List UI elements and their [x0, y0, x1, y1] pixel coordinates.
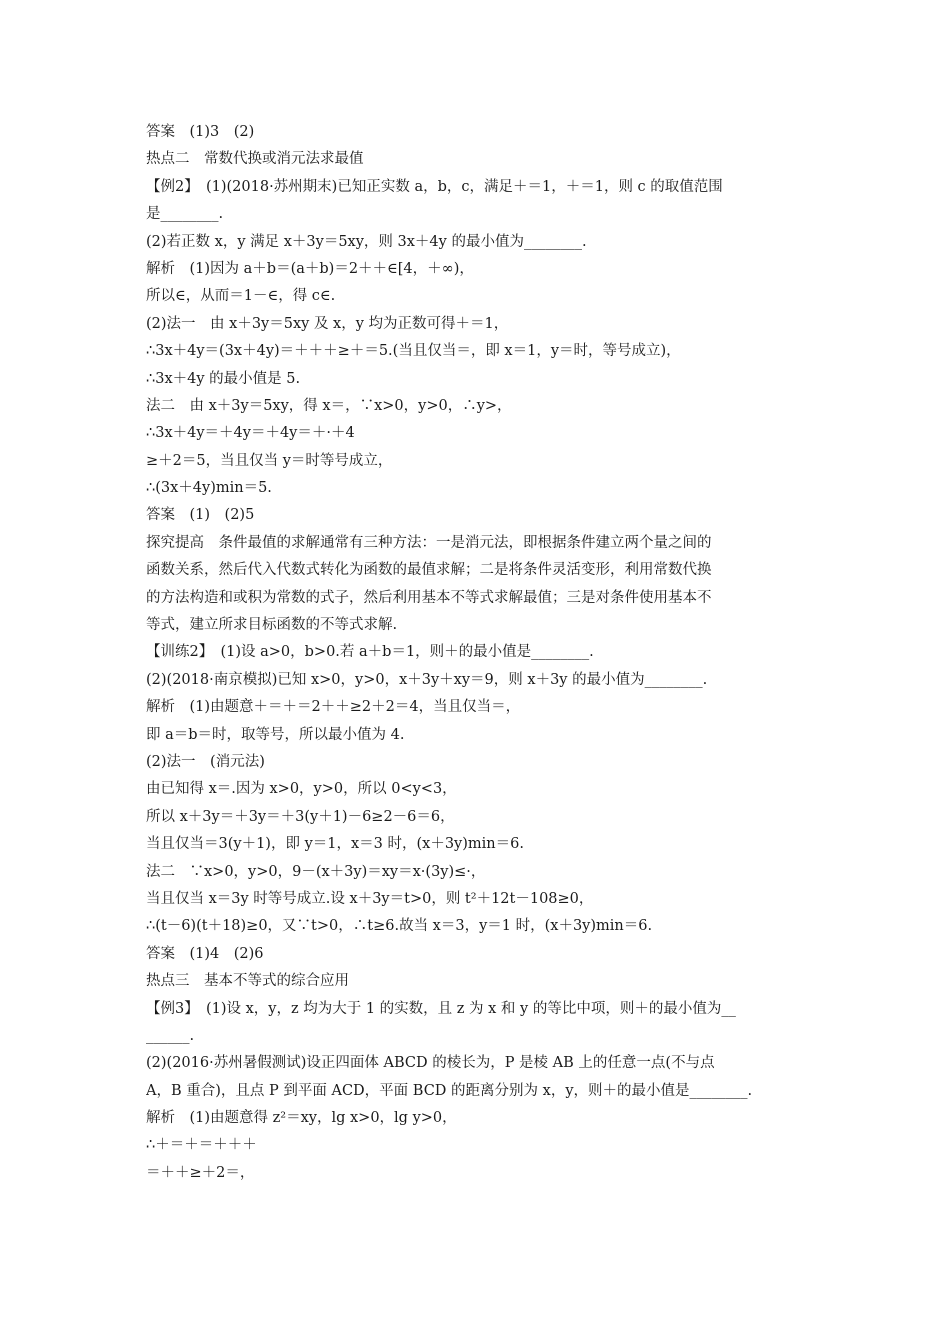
text-line: 所以 x＋3y＝＋3y＝＋3(y＋1)－6≥2－6＝6， — [146, 808, 455, 825]
text-line: (2)(2016·苏州暑假测试)设正四面体 ABCD 的棱长为，P 是棱 AB 上的任意一点(不与点 — [146, 1055, 715, 1072]
text-line: ∴＋＝＋＝＋＋＋ — [146, 1137, 257, 1154]
text-line: 解析 (1)由题意得 z²＝xy，lg x>0，lg y>0， — [146, 1110, 457, 1127]
text-line: ∴(t－6)(t＋18)≥0，又∵t>0，∴t≥6.故当 x＝3，y＝1 时，(x＋3y)min＝6. — [146, 918, 653, 935]
text-line: ∴3x＋4y＝(3x＋4y)＝＋＋＋≥＋＝5.(当且仅当＝，即 x＝1，y＝时，等号成立)， — [146, 343, 681, 360]
text-line: ＝＋＋≥＋2＝， — [146, 1164, 255, 1181]
text-line: 所以∈，从而＝1－∈，得 c∈. — [146, 288, 336, 305]
text-line: ≥＋2＝5，当且仅当 y＝时等号成立， — [146, 452, 393, 469]
text-line: 当且仅当 x＝3y 时等号成立.设 x＋3y＝t>0，则 t²＋12t－108≥0， — [146, 890, 594, 907]
text-line: 解析 (1)因为 a＋b＝(a＋b)＝2＋＋∈[4，＋∞)， — [146, 260, 474, 277]
text-line: (2)法一 由 x＋3y＝5xy 及 x，y 均为正数可得＋＝1， — [146, 315, 509, 332]
document-body — [146, 119, 814, 1187]
text-line: ∴3x＋4y＝＋4y＝＋4y＝＋·＋4 — [146, 425, 355, 442]
text-line: 答案 (1)3 (2) — [146, 124, 255, 140]
text-line: 法二 ∵x>0，y>0，9－(x＋3y)＝xy＝x·(3y)≤·， — [146, 863, 486, 880]
text-line: 函数关系，然后代入代数式转化为函数的最值求解；二是将条件灵活变形，利用常数代换 — [146, 562, 712, 579]
text-line: 探究提高 条件最值的求解通常有三种方法：一是消元法，即根据条件建立两个量之间的 — [146, 534, 712, 551]
text-line: 【例2】 (1)(2018·苏州期末)已知正实数 a，b，c，满足＋＝1，＋＝1，则 c 的取值范围 — [146, 178, 723, 195]
section-heading: 热点二 常数代换或消元法求最值 — [146, 151, 364, 168]
text-line: (2)若正数 x，y 满足 x＋3y＝5xy，则 3x＋4y 的最小值为________. — [146, 233, 587, 250]
text-line: 解析 (1)由题意＋＝＋＝2＋＋≥2＋2＝4，当且仅当＝， — [146, 699, 521, 716]
text-line: 的方法构造和或积为常数的式子，然后利用基本不等式求解最值；三是对条件使用基本不 — [146, 589, 712, 606]
text-line: 当且仅当＝3(y＋1)，即 y＝1，x＝3 时，(x＋3y)min＝6. — [146, 836, 524, 853]
text-line: 答案 (1)4 (2)6 — [146, 945, 264, 962]
text-line: 是________. — [146, 206, 224, 223]
text-line: 【例3】 (1)设 x，y，z 均为大于 1 的实数，且 z 为 x 和 y 的等比中项，则＋的最小值为__ — [146, 1000, 736, 1017]
text-line: 等式，建立所求目标函数的不等式求解. — [146, 617, 398, 634]
text-line: (2)(2018·南京模拟)已知 x>0，y>0，x＋3y＋xy＝9，则 x＋3y 的最小值为________. — [146, 671, 708, 688]
text-line: 即 a＝b＝时，取等号，所以最小值为 4. — [146, 726, 405, 743]
text-line: ______. — [146, 1027, 195, 1044]
text-line: 【训练2】 (1)设 a>0，b>0.若 a＋b＝1，则＋的最小值是________. — [146, 644, 594, 661]
text-line: 法二 由 x＋3y＝5xy，得 x＝，∵x>0，y>0，∴y>， — [146, 397, 512, 414]
text-line: ∴(3x＋4y)min＝5. — [146, 480, 272, 497]
text-line: ∴3x＋4y 的最小值是 5. — [146, 370, 301, 387]
text-line: 由已知得 x＝.因为 x>0，y>0，所以 0<y<3， — [146, 781, 457, 798]
text-line: A，B 重合)，且点 P 到平面 ACD，平面 BCD 的距离分别为 x，y，则＋的最小值是________. — [146, 1082, 753, 1099]
section-heading: 热点三 基本不等式的综合应用 — [146, 973, 349, 990]
text-line: (2)法一 (消元法) — [146, 753, 265, 770]
text-line: 答案 (1) (2)5 — [146, 507, 255, 524]
